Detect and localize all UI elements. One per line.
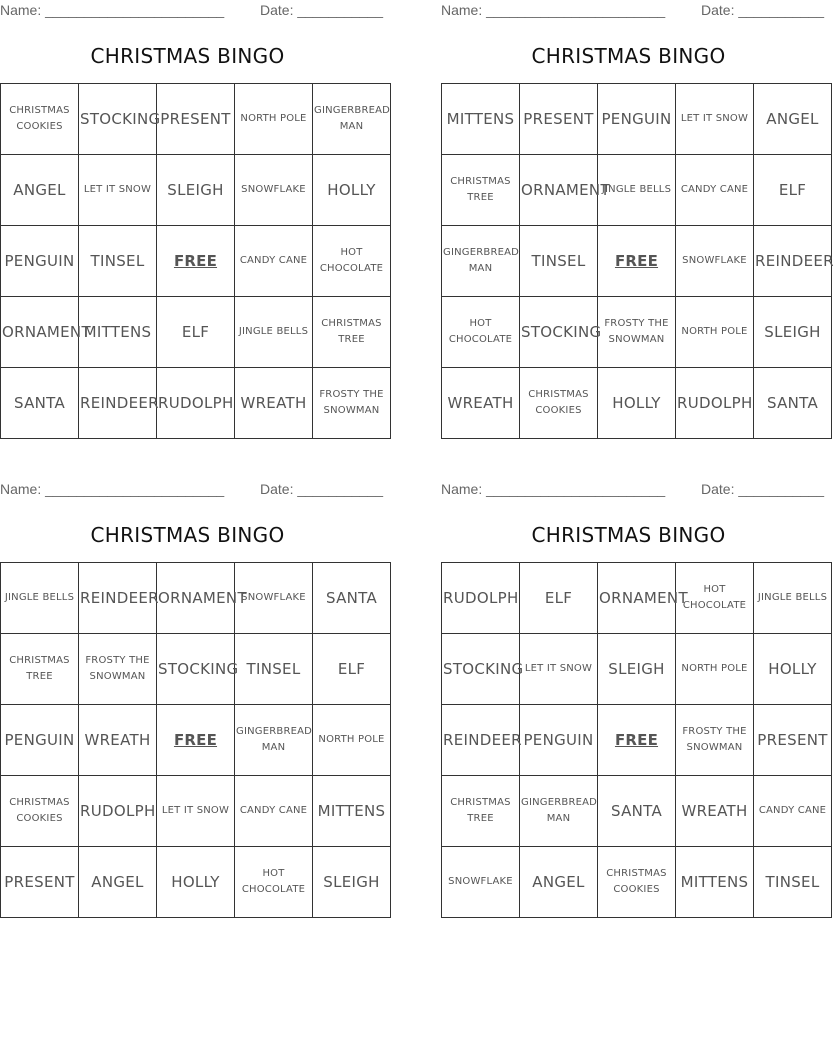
bingo-cell: HOT CHOCOLATE bbox=[235, 847, 313, 918]
bingo-cell: STOCKING bbox=[157, 634, 235, 705]
bingo-cell: GINGERBREAD MAN bbox=[235, 705, 313, 776]
name-field[interactable]: Name: _______________________ bbox=[441, 481, 666, 497]
bingo-row bbox=[442, 84, 832, 155]
bingo-cell: JINGLE BELLS bbox=[1, 563, 79, 634]
bingo-cell: GINGERBREAD MAN bbox=[442, 226, 520, 297]
bingo-cell: NORTH POLE bbox=[235, 84, 313, 155]
bingo-cell: PENGUIN bbox=[520, 705, 598, 776]
bingo-cell: ELF bbox=[520, 563, 598, 634]
bingo-cell: STOCKING bbox=[79, 84, 157, 155]
bingo-cell: CHRISTMAS TREE bbox=[1, 634, 79, 705]
bingo-cell: CANDY CANE bbox=[235, 776, 313, 847]
bingo-row bbox=[1, 705, 391, 776]
bingo-cell: SANTA bbox=[754, 368, 832, 439]
bingo-cell: STOCKING bbox=[520, 297, 598, 368]
bingo-cell: GINGERBREAD MAN bbox=[313, 84, 391, 155]
bingo-cell: PRESENT bbox=[157, 84, 235, 155]
bingo-cell: SLEIGH bbox=[157, 155, 235, 226]
bingo-cell: JINGLE BELLS bbox=[598, 155, 676, 226]
bingo-row bbox=[442, 226, 832, 297]
bingo-row bbox=[1, 634, 391, 705]
date-field[interactable]: Date: ___________ bbox=[701, 481, 824, 497]
date-field[interactable]: Date: ___________ bbox=[260, 2, 383, 18]
bingo-row bbox=[1, 84, 391, 155]
bingo-cell: PRESENT bbox=[754, 705, 832, 776]
bingo-cell: RUDOLPH bbox=[676, 368, 754, 439]
bingo-cell: CANDY CANE bbox=[676, 155, 754, 226]
bingo-cell: SANTA bbox=[598, 776, 676, 847]
bingo-cell: HOLLY bbox=[313, 155, 391, 226]
bingo-cell: LET IT SNOW bbox=[79, 155, 157, 226]
bingo-cell: REINDEER bbox=[79, 368, 157, 439]
bingo-cell: FREE bbox=[598, 705, 676, 776]
bingo-cell: CHRISTMAS TREE bbox=[442, 776, 520, 847]
bingo-cell: RUDOLPH bbox=[79, 776, 157, 847]
bingo-cell: CHRISTMAS COOKIES bbox=[1, 776, 79, 847]
bingo-cell: RUDOLPH bbox=[442, 563, 520, 634]
name-date-row bbox=[0, 479, 383, 501]
bingo-cell: TINSEL bbox=[520, 226, 598, 297]
bingo-cell: PRESENT bbox=[1, 847, 79, 918]
bingo-card-2 bbox=[441, 0, 834, 416]
card-title: CHRISTMAS BINGO bbox=[90, 44, 285, 68]
bingo-cell: FROSTY THE SNOWMAN bbox=[79, 634, 157, 705]
bingo-cell: HOLLY bbox=[157, 847, 235, 918]
bingo-cell: LET IT SNOW bbox=[157, 776, 235, 847]
bingo-cell: CANDY CANE bbox=[754, 776, 832, 847]
bingo-row bbox=[442, 847, 832, 918]
bingo-cell: WREATH bbox=[442, 368, 520, 439]
bingo-cell: HOLLY bbox=[754, 634, 832, 705]
bingo-row bbox=[1, 368, 391, 439]
bingo-cell: MITTENS bbox=[313, 776, 391, 847]
bingo-grid bbox=[0, 83, 391, 439]
bingo-cell: ANGEL bbox=[1, 155, 79, 226]
name-field[interactable]: Name: _______________________ bbox=[0, 2, 225, 18]
card-title: CHRISTMAS BINGO bbox=[90, 523, 285, 547]
bingo-cell: CANDY CANE bbox=[235, 226, 313, 297]
bingo-cell: SLEIGH bbox=[754, 297, 832, 368]
bingo-cell: GINGERBREAD MAN bbox=[520, 776, 598, 847]
bingo-cell: FROSTY THE SNOWMAN bbox=[676, 705, 754, 776]
bingo-cell: SANTA bbox=[1, 368, 79, 439]
bingo-cell: FREE bbox=[598, 226, 676, 297]
bingo-cell: SNOWFLAKE bbox=[442, 847, 520, 918]
bingo-cell: HOT CHOCOLATE bbox=[676, 563, 754, 634]
bingo-cell: FROSTY THE SNOWMAN bbox=[313, 368, 391, 439]
bingo-row bbox=[442, 776, 832, 847]
bingo-row bbox=[442, 705, 832, 776]
bingo-cell: REINDEER bbox=[79, 563, 157, 634]
bingo-cell: RUDOLPH bbox=[157, 368, 235, 439]
name-date-row bbox=[0, 0, 383, 22]
card-title: CHRISTMAS BINGO bbox=[531, 44, 726, 68]
bingo-row bbox=[442, 634, 832, 705]
bingo-cell: PENGUIN bbox=[1, 226, 79, 297]
bingo-row bbox=[1, 776, 391, 847]
bingo-cell: MITTENS bbox=[676, 847, 754, 918]
bingo-cell: ORNAMENT bbox=[598, 563, 676, 634]
bingo-row bbox=[1, 563, 391, 634]
date-field[interactable]: Date: ___________ bbox=[701, 2, 824, 18]
bingo-cell: ORNAMENT bbox=[157, 563, 235, 634]
bingo-row bbox=[1, 226, 391, 297]
bingo-cell: FROSTY THE SNOWMAN bbox=[598, 297, 676, 368]
bingo-cell: ANGEL bbox=[520, 847, 598, 918]
bingo-cell: NORTH POLE bbox=[676, 634, 754, 705]
bingo-cell: SNOWFLAKE bbox=[676, 226, 754, 297]
bingo-card-4 bbox=[441, 479, 828, 895]
bingo-row bbox=[1, 847, 391, 918]
bingo-cell: SLEIGH bbox=[313, 847, 391, 918]
bingo-cell: ORNAMENT bbox=[1, 297, 79, 368]
bingo-cell: STOCKING bbox=[442, 634, 520, 705]
bingo-cell: CHRISTMAS COOKIES bbox=[520, 368, 598, 439]
bingo-cell: SNOWFLAKE bbox=[235, 563, 313, 634]
bingo-cell: REINDEER bbox=[754, 226, 832, 297]
bingo-grid bbox=[441, 562, 832, 918]
bingo-cell: FREE bbox=[157, 226, 235, 297]
bingo-cell: ELF bbox=[313, 634, 391, 705]
bingo-cell: ANGEL bbox=[754, 84, 832, 155]
card-title: CHRISTMAS BINGO bbox=[531, 523, 726, 547]
bingo-row bbox=[1, 155, 391, 226]
bingo-cell: CHRISTMAS TREE bbox=[313, 297, 391, 368]
bingo-cell: LET IT SNOW bbox=[676, 84, 754, 155]
bingo-cell: HOT CHOCOLATE bbox=[442, 297, 520, 368]
bingo-cell: TINSEL bbox=[754, 847, 832, 918]
bingo-cell: REINDEER bbox=[442, 705, 520, 776]
bingo-row bbox=[442, 368, 832, 439]
bingo-grid bbox=[0, 562, 391, 918]
bingo-cell: HOLLY bbox=[598, 368, 676, 439]
bingo-cell: SLEIGH bbox=[598, 634, 676, 705]
bingo-card-3 bbox=[0, 479, 386, 895]
bingo-cell: TINSEL bbox=[235, 634, 313, 705]
bingo-cell: TINSEL bbox=[79, 226, 157, 297]
bingo-row bbox=[1, 297, 391, 368]
bingo-cell: MITTENS bbox=[442, 84, 520, 155]
bingo-cell: SNOWFLAKE bbox=[235, 155, 313, 226]
bingo-cell: ORNAMENT bbox=[520, 155, 598, 226]
name-field[interactable]: Name: _______________________ bbox=[441, 2, 666, 18]
bingo-grid bbox=[441, 83, 832, 439]
bingo-row bbox=[442, 297, 832, 368]
bingo-cell: SANTA bbox=[313, 563, 391, 634]
bingo-cell: LET IT SNOW bbox=[520, 634, 598, 705]
bingo-cell: FREE bbox=[157, 705, 235, 776]
bingo-cell: JINGLE BELLS bbox=[235, 297, 313, 368]
bingo-row bbox=[442, 155, 832, 226]
bingo-cell: CHRISTMAS COOKIES bbox=[1, 84, 79, 155]
bingo-cell: WREATH bbox=[676, 776, 754, 847]
bingo-cell: CHRISTMAS COOKIES bbox=[598, 847, 676, 918]
bingo-cell: WREATH bbox=[79, 705, 157, 776]
bingo-cell: PRESENT bbox=[520, 84, 598, 155]
bingo-cell: MITTENS bbox=[79, 297, 157, 368]
bingo-cell: ANGEL bbox=[79, 847, 157, 918]
bingo-cell: JINGLE BELLS bbox=[754, 563, 832, 634]
bingo-cell: PENGUIN bbox=[598, 84, 676, 155]
bingo-cell: ELF bbox=[754, 155, 832, 226]
bingo-cell: WREATH bbox=[235, 368, 313, 439]
date-field[interactable]: Date: ___________ bbox=[260, 481, 383, 497]
bingo-cell: NORTH POLE bbox=[313, 705, 391, 776]
bingo-cell: PENGUIN bbox=[1, 705, 79, 776]
bingo-card-1 bbox=[0, 0, 391, 416]
bingo-cell: HOT CHOCOLATE bbox=[313, 226, 391, 297]
bingo-row bbox=[442, 563, 832, 634]
bingo-cell: NORTH POLE bbox=[676, 297, 754, 368]
bingo-cell: CHRISTMAS TREE bbox=[442, 155, 520, 226]
name-date-row bbox=[441, 0, 824, 22]
bingo-cell: ELF bbox=[157, 297, 235, 368]
name-field[interactable]: Name: _______________________ bbox=[0, 481, 225, 497]
name-date-row bbox=[441, 479, 824, 501]
